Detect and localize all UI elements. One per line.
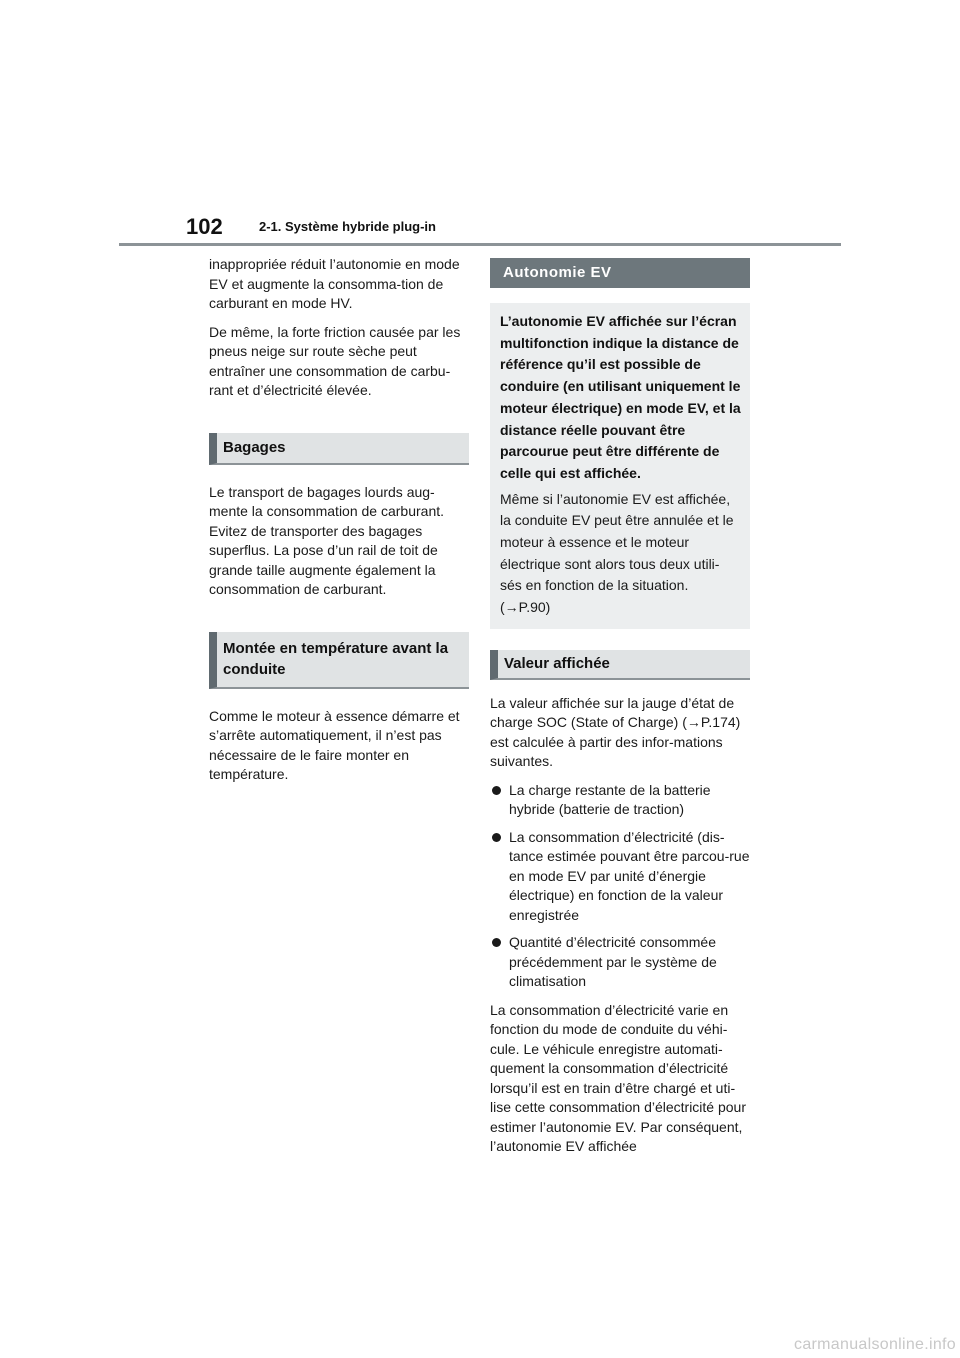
header-rule	[119, 243, 841, 246]
left-column	[209, 255, 469, 794]
watermark: carmanualsonline.info	[794, 1336, 956, 1353]
bullet-icon	[492, 938, 501, 947]
paragraph-bagages: Le transport de bagages lourds aug-mente la consommation de carburant. Evitez de transporter des bagages superflus. La pose d’un rail de toit de grande taille augmente également la consommation de carburant.	[209, 483, 445, 597]
paragraph-snow-tires: De même, la forte friction causée par les pneus neige sur route sèche peut entraîner une consommation de carbu-rant et d’électricité élevée.	[209, 323, 461, 398]
section-heading-bagages: Bagages	[209, 433, 469, 465]
section-heading-displayed-value: Valeur affichée	[490, 650, 750, 680]
bullet-icon	[492, 833, 501, 842]
chapter-title: 2-1. Système hybride plug-in	[259, 219, 436, 234]
list-item-text: La consommation d’électricité (dis-tance estimée pouvant être parcou-rue en mode EV par unité d’énergie électrique) en fonction de la valeur enregistrée	[509, 828, 750, 923]
section-heading-ev-range: Autonomie EV	[490, 258, 750, 288]
list-item	[490, 781, 750, 820]
paragraph-ev-range: inappropriée réduit l’autonomie en mode EV et augmente la consomma-tion de carburant en mode HV.	[209, 256, 460, 311]
ev-info-lead: L’autonomie EV affichée sur l’écran multifonction indique la distance de référence qu’il est possible de conduire (en utilisant uniquement le moteur électrique) en mode EV, et la distance réelle pouvant être parcourue peut être différente de celle qui est affichée.	[500, 313, 741, 481]
section-heading-warmup: Montée en température avant la conduite	[209, 632, 469, 689]
list-item-text: Quantité d’électricité consommée précédemment par le système de climatisation	[509, 934, 717, 990]
right-column	[490, 255, 750, 1166]
soc-factor-list	[490, 781, 750, 992]
bullet-icon	[492, 786, 501, 795]
ev-info-box	[490, 303, 750, 629]
ev-info-note: Même si l’autonomie EV est affichée, la conduite EV peut être annulée et le moteur à essence et le moteur électrique sont alors tous deux utili-sés en fonction de la situation. (→P.90)	[500, 490, 734, 616]
list-item-text: La charge restante de la batterie hybride (batterie de traction)	[509, 781, 711, 818]
page-number: 102	[186, 214, 223, 239]
paragraph-consumption: La consommation d’électricité varie en fonction du mode de conduite du véhi-cule. Le véhicule enregistre automati-quement la consommation d’électricité lorsqu’il est en train d’être chargé et uti-lise cette consommation d’électricité pour estimer l’autonomie EV. Par conséquent, l’autonomie EV affichée	[490, 1001, 747, 1155]
list-item	[490, 828, 750, 926]
list-item	[490, 933, 750, 992]
paragraph-warmup: Comme le moteur à essence démarre et s’arrête automatiquement, il n’est pas nécessaire de le faire monter en température.	[209, 707, 460, 782]
paragraph-soc-intro: La valeur affichée sur la jauge d’état de charge SOC (State of Charge) (→P.174) est calculée à partir des infor-mations suivantes.	[490, 694, 741, 770]
